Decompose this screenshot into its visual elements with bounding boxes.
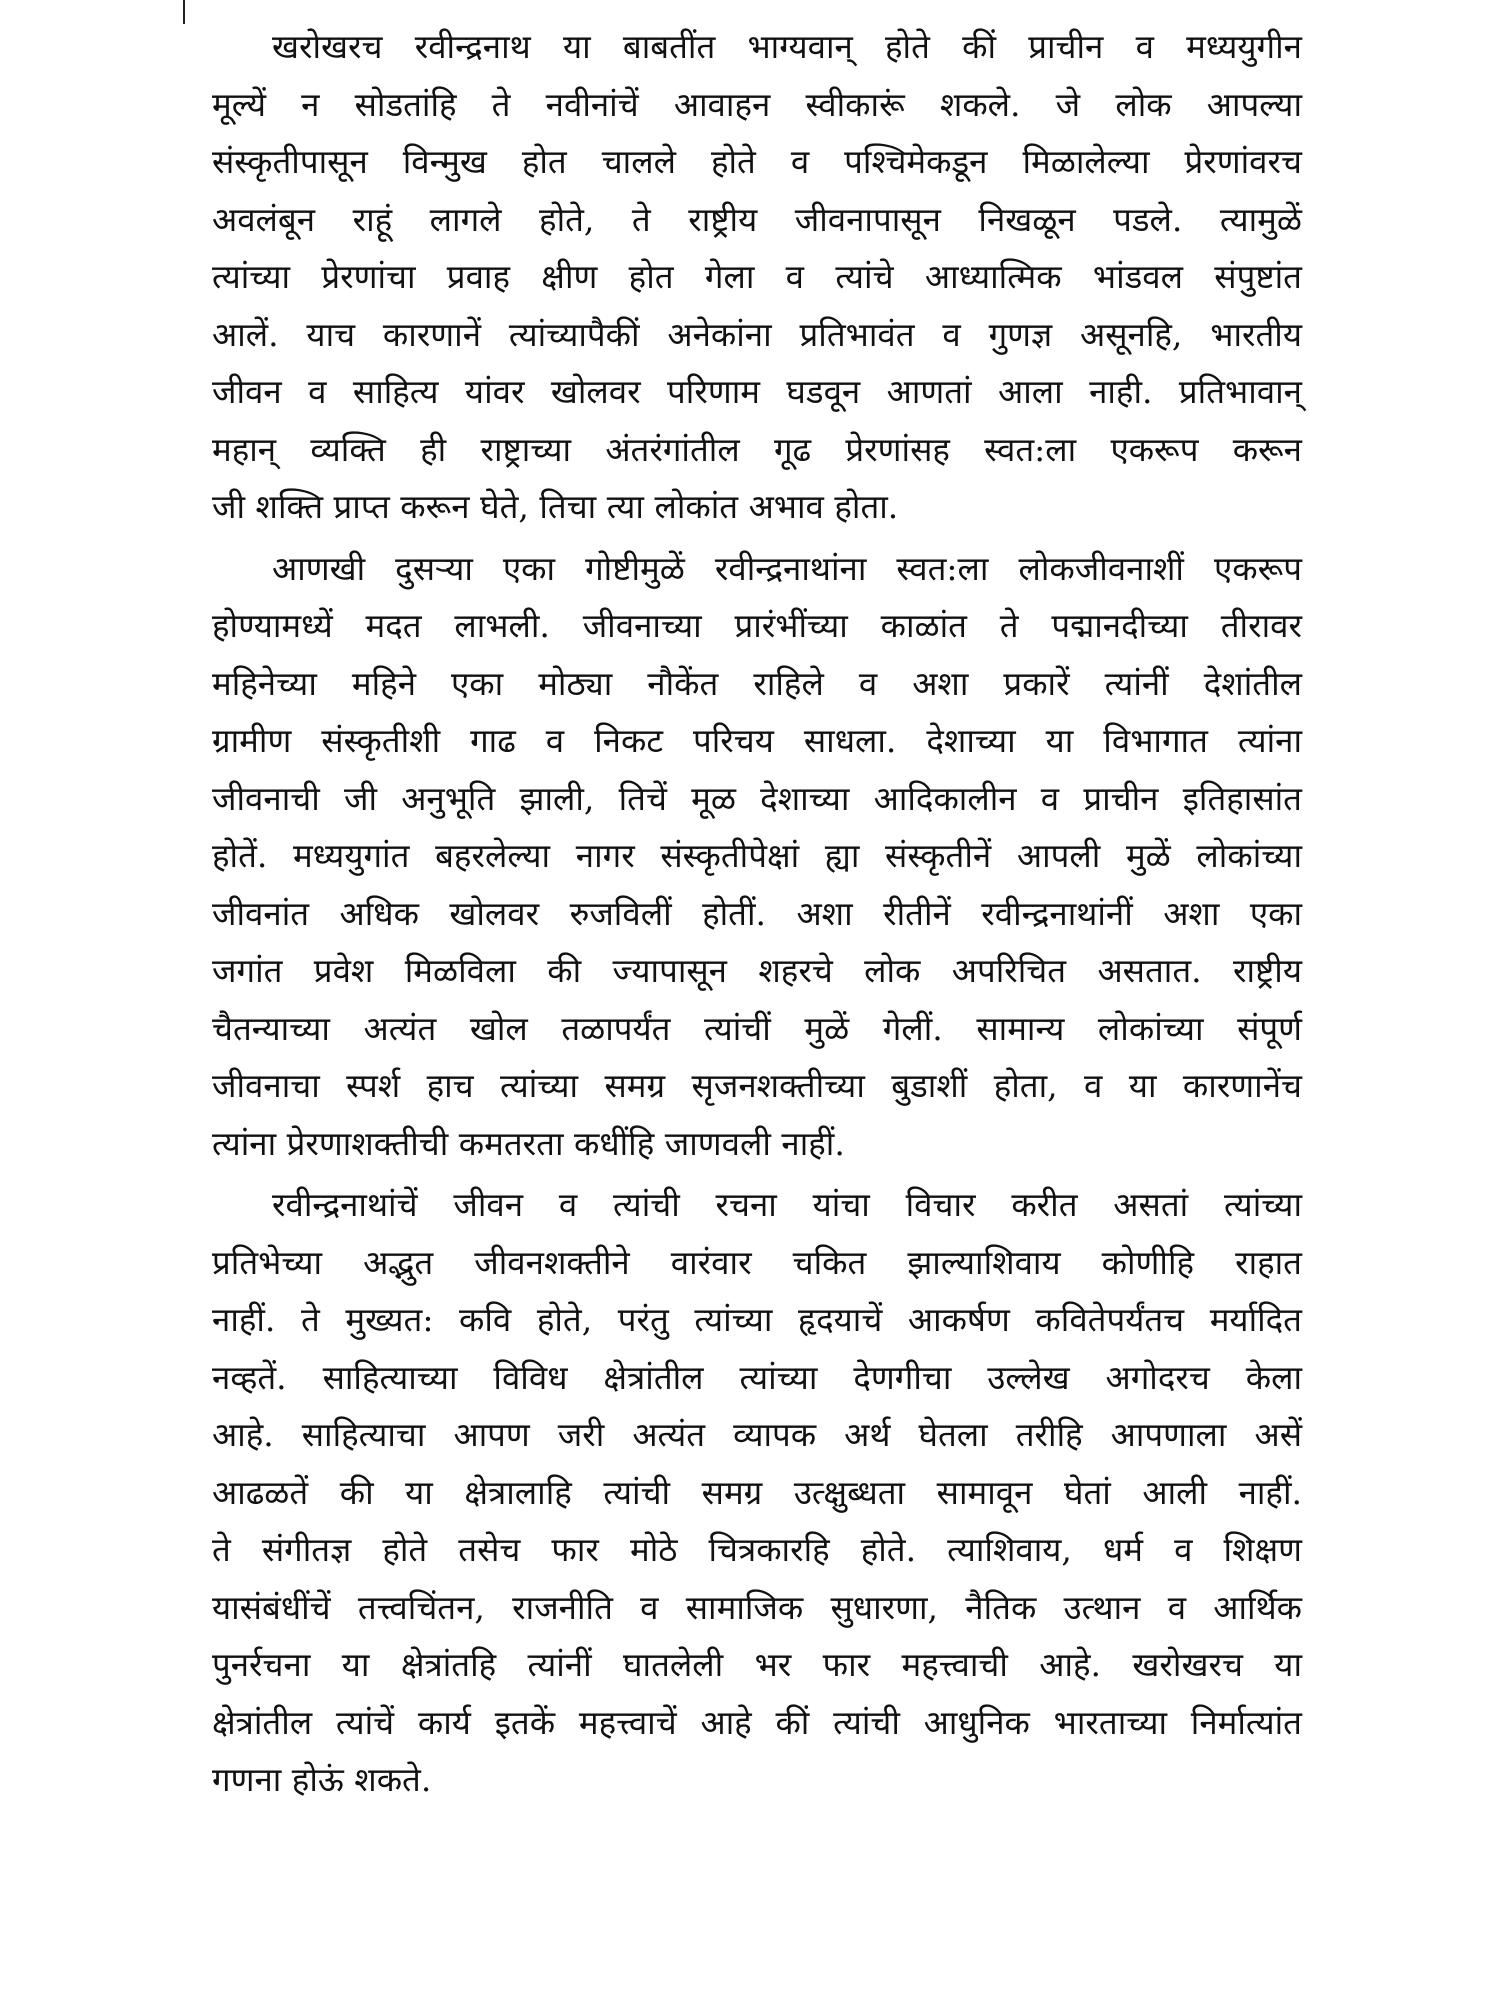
text-line: आहे. साहित्याचा आपण जरी अत्यंत व्यापक अर्थ घेतला तरीहि आपणाला असें xyxy=(212,1415,1302,1454)
text-line: क्षेत्रांतील त्यांचें कार्य इतकें महत्त्वाचें आहे कीं त्यांची आधुनिक भारताच्या निर्मात्यांत xyxy=(212,1702,1302,1742)
paragraph-2 xyxy=(212,540,1302,1173)
text-line: नव्हतें. साहित्याच्या विविध क्षेत्रांतील त्यांच्या देणगीचा उल्लेख अगोदरच केला xyxy=(212,1357,1302,1397)
text-line: ते संगीतज्ञ होते तसेच फार मोठे चित्रकारहि होते. त्याशिवाय, धर्म व शिक्षण xyxy=(212,1530,1302,1569)
text-line: ग्रामीण संस्कृतीशी गाढ व निकट परिचय साधला. देशाच्या या विभागात त्यांना xyxy=(212,721,1302,760)
text-line: त्यांना प्रेरणाशक्तीची कमतरता कधींहि जाणवली नाहीं. xyxy=(212,1123,845,1163)
scan-edge-mark xyxy=(183,0,185,24)
text-line: संस्कृतीपासून विन्मुख होत चालले होते व पश्चिमेकडून मिळालेल्या प्रेरणांवरच xyxy=(212,142,1302,181)
text-line: महान् व्यक्ति ही राष्ट्राच्या अंतरंगांतील गूढ प्रेरणांसह स्वत:ला एकरूप करून xyxy=(212,429,1302,469)
text-line: आढळतें की या क्षेत्रालाहि त्यांची समग्र उत्क्षुब्धता सामावून घेतां आली नाहीं. xyxy=(212,1472,1302,1512)
text-line: गणना होऊं शकते. xyxy=(212,1760,432,1799)
paragraph-1 xyxy=(212,18,1302,536)
document-page xyxy=(212,18,1302,1978)
text-line: अवलंबून राहूं लागले होते, ते राष्ट्रीय जीवनापासून निखळून पडले. त्यामुळें xyxy=(212,199,1302,239)
text-line: मूल्यें न सोडतांहि ते नवीनांचें आवाहन स्वीकारूं शकले. जे लोक आपल्या xyxy=(212,84,1302,124)
text-line: पुनर्रचना या क्षेत्रांतहि त्यांनीं घातलेली भर फार महत्त्वाची आहे. खरोखरच या xyxy=(212,1645,1302,1684)
text-line: महिनेच्या महिने एका मोठ्या नौकेंत राहिले व अशा प्रकारें त्यांनीं देशांतील xyxy=(212,663,1302,703)
text-line: आलें. याच कारणानें त्यांच्यापैकीं अनेकांना प्रतिभावंत व गुणज्ञ असूनहि, भारतीय xyxy=(212,314,1302,354)
text-line: प्रतिभेच्या अद्भुत जीवनशक्तीने वारंवार चकित झाल्याशिवाय कोणीहि राहात xyxy=(212,1242,1302,1282)
text-line: जी शक्ति प्राप्त करून घेते, तिचा त्या लोकांत अभाव होता. xyxy=(212,487,899,526)
text-line: जीवनाचा स्पर्श हाच त्यांच्या समग्र सृजनशक्तीच्या बुडाशीं होता, व या कारणानेंच xyxy=(212,1066,1302,1105)
text-line: खरोखरच रवीन्द्रनाथ या बाबतींत भाग्यवान् होते कीं प्राचीन व मध्ययुगीन xyxy=(272,27,1302,66)
text-line: जीवनांत अधिक खोलवर रुजविलीं होतीं. अशा रीतीनें रवीन्द्रनाथांनीं अशा एका xyxy=(212,893,1302,933)
text-line: जीवनाची जी अनुभूति झाली, तिचें मूळ देशाच्या आदिकालीन व प्राचीन इतिहासांत xyxy=(212,778,1302,818)
paragraph-3 xyxy=(212,1176,1302,1809)
text-line: चैतन्याच्या अत्यंत खोल तळापर्यंत त्यांचीं मुळें गेलीं. सामान्य लोकांच्या संपूर्ण xyxy=(212,1008,1302,1048)
text-line: आणखी दुसऱ्या एका गोष्टीमुळें रवीन्द्रनाथांना स्वत:ला लोकजीवनाशीं एकरूप xyxy=(272,548,1302,588)
text-line: नाहीं. ते मुख्यत: कवि होते, परंतु त्यांच्या हृदयाचें आकर्षण कवितेपर्यंतच मर्यादित xyxy=(212,1300,1302,1339)
text-line: जगांत प्रवेश मिळविला की ज्यापासून शहरचे लोक अपरिचित असतात. राष्ट्रीय xyxy=(212,951,1302,990)
text-line: होण्यामध्यें मदत लाभली. जीवनाच्या प्रारंभींच्या काळांत ते पद्मानदीच्या तीरावर xyxy=(212,606,1302,645)
text-line: होतें. मध्ययुगांत बहरलेल्या नागर संस्कृतीपेक्षां ह्या संस्कृतीनें आपली मुळें लोकांच्या xyxy=(212,836,1302,875)
text-line: त्यांच्या प्रेरणांचा प्रवाह क्षीण होत गेला व त्यांचे आध्यात्मिक भांडवल संपुष्टांत xyxy=(212,257,1302,296)
text-line: यासंबंधींचें तत्त्वचिंतन, राजनीति व सामाजिक सुधारणा, नैतिक उत्थान व आर्थिक xyxy=(212,1587,1302,1627)
text-line: जीवन व साहित्य यांवर खोलवर परिणाम घडवून आणतां आला नाही. प्रतिभावान् xyxy=(212,372,1302,411)
text-line: रवीन्द्रनाथांचें जीवन व त्यांची रचना यांचा विचार करीत असतां त्यांच्या xyxy=(272,1185,1302,1224)
